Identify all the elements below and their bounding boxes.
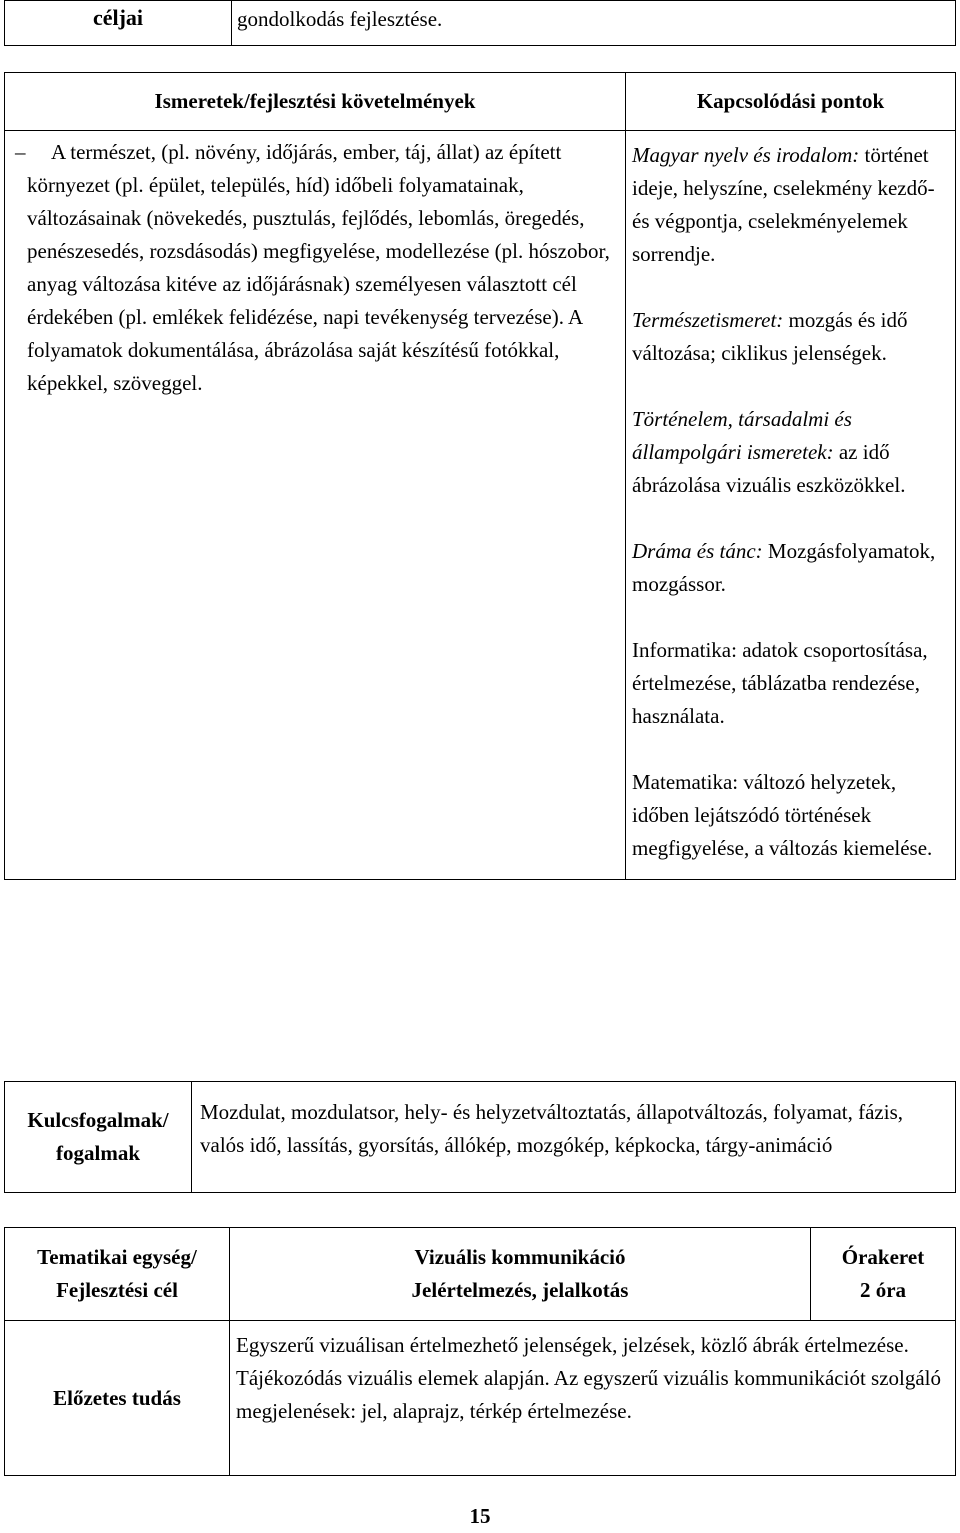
unit-label-line1: Tematikai egység/ [37,1245,197,1269]
prior-knowledge-text: Egyszerű vizuálisan értelmezhető jelenségek, jelzések, közlő ábrák értelmezése. Tájékozódás vizuális elemek alapján. Az egyszerű vizuális kommunikációt szolgáló megjelenések: jel, alaprajz, térkép értelmezése. [230,1321,956,1476]
dash-bullet-icon: – [15,140,26,164]
concepts-table [4,1081,956,1193]
unit-label-line2: Fejlesztési cél [56,1278,178,1302]
connection-text: történet ideje, helyszíne, cselekmény kezdő- és végpontja, cselekményelemek sorrendje. [632,143,935,266]
concepts-text: Mozdulat, mozdulatsor, hely- és helyzetváltoztatás, állapotváltozás, folyamat, fázis, valós idő, lassítás, gyorsítás, állókép, mozgókép, képkocka, tárgy-animáció [192,1082,956,1193]
unit-hours [811,1228,956,1321]
requirement-text: A természet, (pl. növény, időjárás, ember, táj, állat) az épített környezet (pl. épület, település, híd) időbeli folyamatainak, változásainak (növekedés, pusztulás, fejlődés, lebomlás, öregedés, penészesedés, rozsdásodás) megfigyelése, modellezése (pl. hószobor, anyag változása kitéve az időjárásnak) személyesen választott cél érdekében (pl. emlékek felidézése, napi tevékenység tervezése). A folyamatok dokumentálása, ábrázolása saját készítésű fotókkal, képekkel, szöveggel. [27,140,610,395]
requirements-cell [5,131,626,880]
connection-subject: Történelem, társadalmi és állampolgári ismeretek: [632,407,852,464]
unit-title-line1: Vizuális kommunikáció [414,1245,626,1269]
goals-table [4,0,956,46]
connection-subject: Természetismeret: [632,308,784,332]
unit-title [230,1228,811,1321]
connection-text: Matematika: változó helyzetek, időben lejátszódó történések megfigyelése, a változás kiemelése. [632,770,933,860]
connection-text: az idő ábrázolása vizuális eszközökkel. [632,440,906,497]
concepts-label-line2: fogalmak [56,1141,140,1165]
connection-hungarian [632,139,945,271]
connection-math [632,766,945,865]
connection-subject: Magyar nyelv és irodalom: [632,143,860,167]
page-number: 15 [469,1504,491,1528]
connection-text: mozgás és idő változása; ciklikus jelenségek. [632,308,908,365]
concepts-label-line1: Kulcsfogalmak/ [27,1108,169,1132]
requirements-header: Ismeretek/fejlesztési követelmények [5,73,626,131]
connections-cell [626,131,956,880]
prior-knowledge-label: Előzetes tudás [5,1321,230,1476]
requirement-item [15,136,615,400]
connection-informatics [632,634,945,733]
connection-text: Informatika: adatok csoportosítása, értelmezése, táblázatba rendezése, használata. [632,638,928,728]
hours-value: 2 óra [859,1278,907,1302]
hours-label: Órakeret [841,1245,925,1269]
connection-history [632,403,945,502]
connection-science [632,304,945,370]
goals-label: céljai [5,1,232,46]
connection-drama [632,535,945,601]
concepts-label [5,1082,192,1193]
connection-text: Mozgásfolyamatok, mozgássor. [632,539,936,596]
connections-header: Kapcsolódási pontok [626,73,956,131]
unit-table [4,1227,956,1476]
requirements-table [4,72,956,880]
unit-title-line2: Jelértelmezés, jelalkotás [411,1278,629,1302]
unit-label [5,1228,230,1321]
connection-subject: Dráma és tánc: [632,539,763,563]
goals-text: gondolkodás fejlesztése. [232,1,956,46]
